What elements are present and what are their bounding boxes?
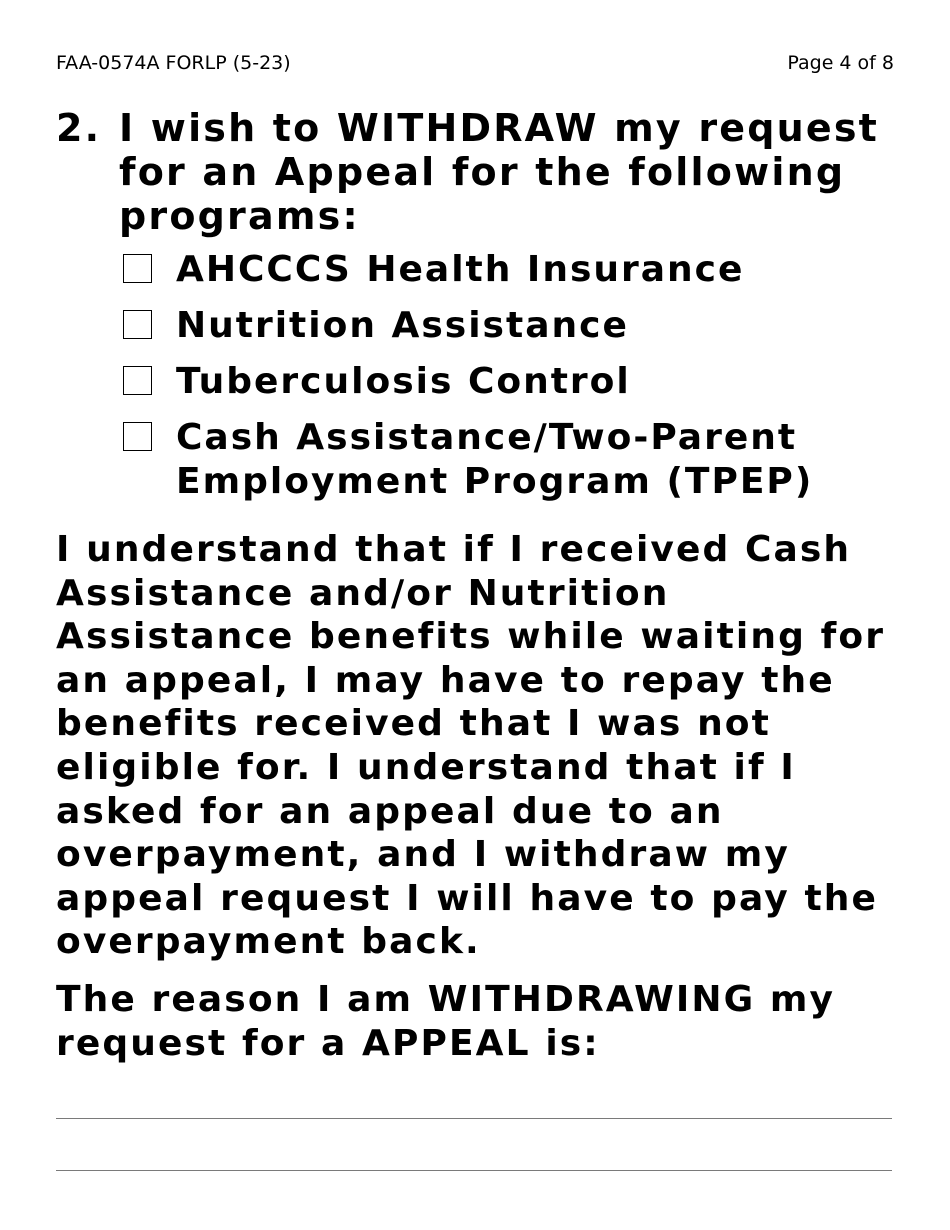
reason-line-2[interactable] — [56, 1170, 892, 1171]
checkbox-cash-assistance[interactable] — [123, 422, 152, 451]
reason-line-1[interactable] — [56, 1118, 892, 1119]
page-number: Page 4 of 8 — [787, 52, 894, 74]
form-code: FAA-0574A FORLP (5-23) — [56, 52, 291, 74]
checkbox-ahcccs[interactable] — [123, 254, 152, 283]
checkbox-tuberculosis[interactable] — [123, 366, 152, 395]
question-section — [56, 106, 896, 516]
program-options — [122, 248, 896, 504]
question-number: 2. — [56, 106, 102, 150]
option-nutrition — [122, 304, 896, 348]
option-tuberculosis — [122, 360, 896, 404]
option-cash-assistance — [122, 416, 896, 504]
question-heading — [56, 106, 896, 238]
option-label: Cash Assistance/Two-Parent Employment Program (TPEP) — [176, 417, 814, 502]
checkbox-nutrition[interactable] — [123, 310, 152, 339]
page-header — [56, 52, 894, 76]
reason-prompt: The reason I am WITHDRAWING my request for a APPEAL is: — [56, 979, 836, 1064]
option-ahcccs — [122, 248, 896, 292]
option-label: Nutrition Assistance — [176, 305, 629, 346]
question-text: I wish to WITHDRAW my request for an Appeal for the following programs: — [119, 106, 880, 238]
option-label: AHCCCS Health Insurance — [176, 249, 745, 290]
option-label: Tuberculosis Control — [176, 361, 631, 402]
repayment-statement: I understand that if I received Cash Assistance and/or Nutrition Assistance benefits while waiting for an appeal, I may have to repay the benefits received that I was not eligible for. I understand that if I asked for an appeal due to an overpayment, and I withdraw my appeal request I will have to pay the overpayment back. — [56, 529, 886, 963]
